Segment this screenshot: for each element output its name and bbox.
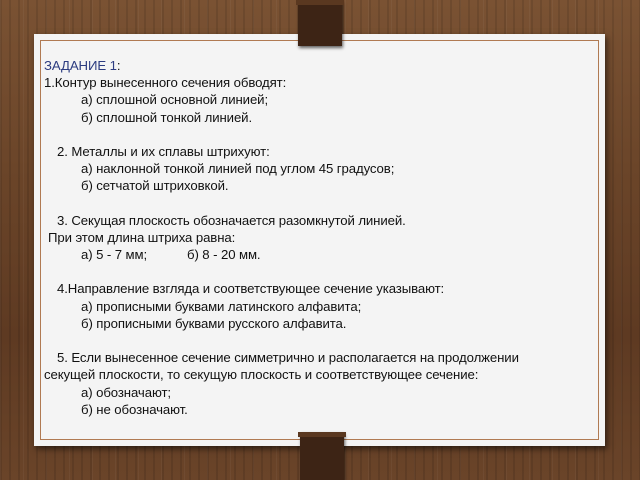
task-title-colon: : <box>116 58 121 73</box>
question-3-options <box>44 246 604 263</box>
question-1-option-a: а) сплошной основной линией; <box>81 92 269 108</box>
question-2-option-b: б) сетчатой штриховкой. <box>81 178 229 194</box>
question-5-option-a: а) обозначают; <box>81 384 171 400</box>
slide-content <box>44 57 604 418</box>
task-title-text: ЗАДАНИЕ 1 <box>44 58 117 73</box>
question-4-option-a: а) прописными буквами латинского алфавита; <box>81 298 362 314</box>
question-4: 4.Направление взгляда и соответствующее сечение указывают: <box>57 281 445 297</box>
question-5: 5. Если вынесенное сечение симметрично и располагается на продолжении <box>57 350 519 366</box>
question-2-option-a: а) наклонной тонкой линией под углом 45 градусов; <box>81 161 395 177</box>
top-peg <box>298 0 342 46</box>
bottom-peg <box>300 432 344 480</box>
question-3-option-b: б) 8 - 20 мм. <box>187 247 261 263</box>
question-1-option-b: б) сплошной тонкой линией. <box>81 109 253 125</box>
question-5-option-b: б) не обозначают. <box>81 401 188 417</box>
task-title <box>44 57 604 74</box>
question-1: 1.Контур вынесенного сечения обводят: <box>44 75 287 91</box>
question-5-continued: секущей плоскости, то секущую плоскость и соответствующее сечение: <box>44 367 479 383</box>
question-4-option-b: б) прописными буквами русского алфавита. <box>81 315 347 331</box>
question-3: 3. Секущая плоскость обозначается разомкнутой линией. <box>57 212 406 228</box>
question-3-continued: При этом длина штриха равна: <box>48 229 236 245</box>
question-3-option-a: а) 5 - 7 мм; <box>81 247 148 263</box>
question-2: 2. Металлы и их сплавы штрихуют: <box>57 143 270 159</box>
